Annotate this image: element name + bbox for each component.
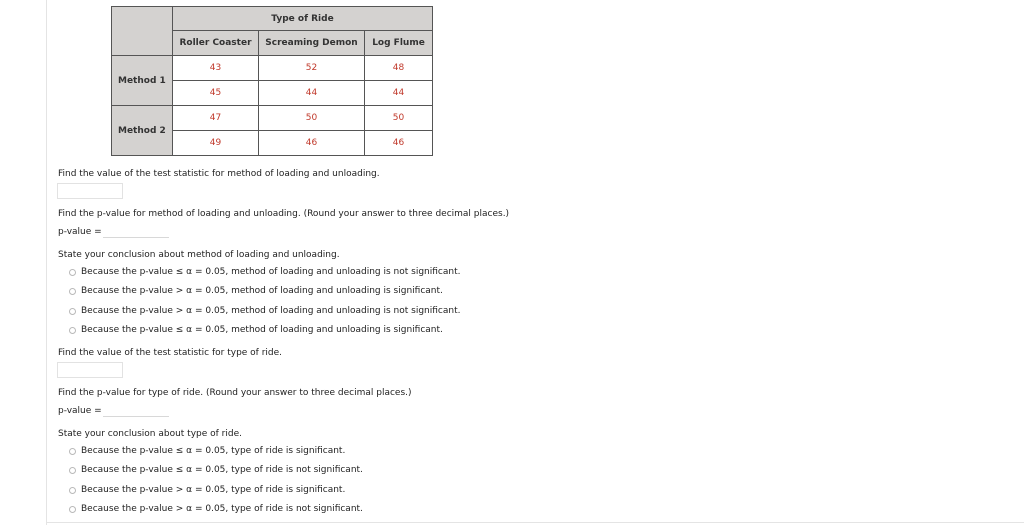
table-cell: 52: [259, 56, 365, 81]
corner-cell: [112, 7, 173, 56]
table-cell: 50: [365, 106, 433, 131]
q6-option-1-label: Because the p-value ≤ α = 0.05, type of ride is significant.: [81, 446, 346, 456]
q3-option-4[interactable]: [69, 325, 443, 335]
radio-icon[interactable]: [69, 269, 76, 276]
q3-prompt: State your conclusion about method of loading and unloading.: [58, 250, 340, 260]
q6-option-1[interactable]: [69, 446, 345, 456]
q5-prompt: Find the p-value for type of ride. (Round your answer to three decimal places.): [58, 388, 412, 398]
q2-pvalue-label: p-value =: [58, 227, 102, 237]
radio-icon[interactable]: [69, 448, 76, 455]
table-cell: 43: [173, 56, 259, 81]
q6-option-3[interactable]: [69, 485, 345, 495]
col-header-roller-coaster: Roller Coaster: [173, 31, 259, 56]
ride-test-statistic-input[interactable]: [57, 362, 123, 378]
table-cell: 49: [173, 131, 259, 156]
table-cell: 44: [365, 81, 433, 106]
radio-icon[interactable]: [69, 327, 76, 334]
q3-option-3[interactable]: [69, 306, 460, 316]
row-label-method-2: Method 2: [112, 106, 173, 156]
table-cell: 47: [173, 106, 259, 131]
ride-p-value-input[interactable]: [103, 407, 169, 417]
left-border: [46, 0, 47, 525]
q3-option-4-label: Because the p-value ≤ α = 0.05, method of loading and unloading is significant.: [81, 325, 443, 335]
q3-option-2-label: Because the p-value > α = 0.05, method of loading and unloading is significant.: [81, 286, 443, 296]
row-label-method-1: Method 1: [112, 56, 173, 106]
q1-prompt: Find the value of the test statistic for method of loading and unloading.: [58, 169, 380, 179]
radio-icon[interactable]: [69, 487, 76, 494]
q3-option-1[interactable]: [69, 267, 460, 277]
table-cell: 48: [365, 56, 433, 81]
q3-option-1-label: Because the p-value ≤ α = 0.05, method of loading and unloading is not significant.: [81, 267, 461, 277]
method-test-statistic-input[interactable]: [57, 183, 123, 199]
type-of-ride-header: Type of Ride: [173, 7, 433, 31]
radio-icon[interactable]: [69, 288, 76, 295]
method-p-value-input[interactable]: [103, 228, 169, 238]
q5-pvalue-label: p-value =: [58, 406, 102, 416]
table-cell: 46: [365, 131, 433, 156]
q6-option-2-label: Because the p-value ≤ α = 0.05, type of ride is not significant.: [81, 465, 363, 475]
radio-icon[interactable]: [69, 308, 76, 315]
q3-option-3-label: Because the p-value > α = 0.05, method of loading and unloading is not significant.: [81, 306, 461, 316]
q2-prompt: Find the p-value for method of loading and unloading. (Round your answer to three decimal places.): [58, 209, 510, 219]
table-cell: 50: [259, 106, 365, 131]
q4-prompt: Find the value of the test statistic for type of ride.: [58, 348, 283, 358]
q6-prompt: State your conclusion about type of ride.: [58, 429, 242, 439]
table-cell: 46: [259, 131, 365, 156]
q6-option-4[interactable]: [69, 504, 363, 514]
col-header-screaming-demon: Screaming Demon: [259, 31, 365, 56]
q3-option-2[interactable]: [69, 286, 443, 296]
table-cell: 44: [259, 81, 365, 106]
q6-option-3-label: Because the p-value > α = 0.05, type of ride is significant.: [81, 485, 346, 495]
q6-option-2[interactable]: [69, 465, 363, 475]
table-cell: 45: [173, 81, 259, 106]
radio-icon[interactable]: [69, 467, 76, 474]
col-header-log-flume: Log Flume: [365, 31, 433, 56]
data-table: [111, 6, 433, 156]
q6-option-4-label: Because the p-value > α = 0.05, type of ride is not significant.: [81, 504, 363, 514]
bottom-border: [46, 522, 1024, 523]
radio-icon[interactable]: [69, 506, 76, 513]
